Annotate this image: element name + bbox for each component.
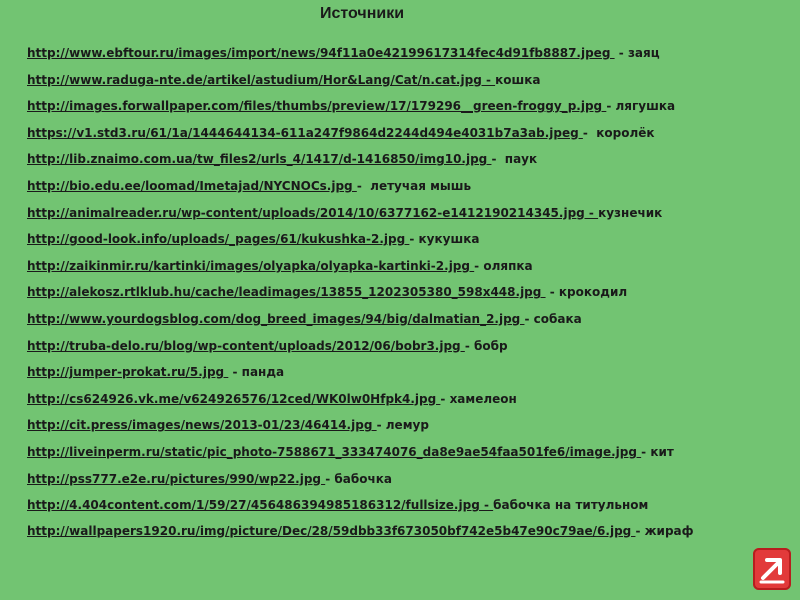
- separator: -: [491, 152, 505, 167]
- source-link[interactable]: https://v1.std3.ru/61/1a/1444644134-611a247f9864d2244d494e4031b7a3ab.jpeg: [27, 125, 583, 140]
- separator: -: [606, 99, 616, 114]
- separator: -: [545, 285, 559, 300]
- source-label: собака: [533, 311, 582, 326]
- separator: -: [635, 523, 645, 538]
- list-item: [27, 523, 747, 550]
- source-link[interactable]: http://wallpapers1920.ru/img/picture/Dec/28/59dbb33f673050bf742e5b47e90c79ae/6.jpg: [27, 523, 636, 538]
- source-link[interactable]: http://cs624926.vk.me/v624926576/12ced/WK0lw0Hfpk4.jpg: [27, 391, 441, 406]
- source-label: кошка: [495, 72, 541, 87]
- separator: -: [474, 258, 484, 273]
- source-label: лягушка: [615, 99, 676, 114]
- source-label: бобр: [474, 338, 508, 353]
- list-item: [27, 390, 797, 417]
- list-item: [27, 310, 797, 337]
- list-item: [27, 363, 797, 390]
- return-arrow-icon[interactable]: [753, 548, 791, 590]
- source-link[interactable]: http://www.yourdogsblog.com/dog_breed_images/94/big/dalmatian_2.jpg: [27, 311, 525, 326]
- source-label: кузнечик: [598, 205, 663, 220]
- separator: -: [614, 46, 628, 60]
- source-label: панда: [241, 365, 285, 380]
- separator: -: [524, 311, 534, 326]
- sources-list: [27, 44, 797, 549]
- list-item: [27, 71, 797, 98]
- separator: -: [464, 338, 474, 353]
- source-label: хамелеон: [449, 391, 517, 406]
- source-link[interactable]: http://good-look.info/uploads/_pages/61/kukushka-2.jpg: [27, 232, 410, 247]
- source-link[interactable]: http://alekosz.rtlklub.hu/cache/leadimages/13855_1202305380_598x448.jpg: [27, 285, 546, 300]
- source-label: крокодил: [558, 285, 628, 300]
- source-label: кукушка: [418, 232, 480, 247]
- source-label: летучая мышь: [370, 178, 472, 193]
- source-label: королёк: [596, 125, 655, 140]
- list-item: [27, 230, 797, 257]
- list-item: [27, 97, 797, 124]
- source-link[interactable]: http://liveinperm.ru/static/pic_photo-7588671_333474076_da8e9ae54faa501fe6/image.jpg: [27, 444, 642, 459]
- source-link[interactable]: http://www.raduga-nte.de/artikel/astudium/Hor&Lang/Cat/n.cat.jpg -: [27, 72, 496, 87]
- list-item: [27, 204, 797, 231]
- list-item: [27, 177, 797, 204]
- source-label: кит: [650, 444, 674, 459]
- page-title: Источники: [320, 5, 405, 22]
- source-link[interactable]: http://images.forwallpaper.com/files/thumbs/preview/17/179296__green-froggy_p.jpg: [27, 99, 607, 114]
- list-item: [27, 283, 797, 310]
- source-link[interactable]: http://jumper-prokat.ru/5.jpg: [27, 365, 229, 380]
- list-item: [27, 496, 797, 523]
- separator: -: [376, 418, 386, 433]
- separator: -: [641, 444, 651, 459]
- source-label: паук: [504, 152, 538, 167]
- source-link[interactable]: http://lib.znaimo.com.ua/tw_files2/urls_4/1417/d-1416850/img10.jpg: [27, 152, 492, 167]
- source-link[interactable]: http://zaikinmir.ru/kartinki/images/olyapka/olyapka-kartinki-2.jpg: [27, 258, 475, 273]
- source-link[interactable]: http://4.404content.com/1/59/27/456486394985186312/fullsize.jpg -: [27, 498, 494, 513]
- source-label: жираф: [644, 523, 694, 538]
- separator: -: [440, 391, 450, 406]
- list-item: [27, 44, 797, 71]
- source-link[interactable]: http://truba-delo.ru/blog/wp-content/uploads/2012/06/bobr3.jpg: [27, 338, 465, 353]
- source-label: лемур: [385, 418, 429, 433]
- source-link[interactable]: http://cit.press/images/news/2013-01/23/46414.jpg: [27, 418, 377, 433]
- list-item: [27, 337, 797, 364]
- list-item: [27, 124, 797, 151]
- source-link[interactable]: http://animalreader.ru/wp-content/uploads/2014/10/6377162-e1412190214345.jpg -: [27, 205, 599, 220]
- source-link[interactable]: http://www.ebftour.ru/images/import/news/94f11a0e42199617314fec4d91fb8887.jpeg: [27, 46, 615, 60]
- list-item: [27, 416, 797, 443]
- list-item: [27, 150, 797, 177]
- separator: -: [325, 471, 335, 486]
- separator: -: [356, 178, 371, 193]
- separator: -: [409, 232, 419, 247]
- source-label: бабочка на титульном: [493, 498, 649, 513]
- source-link[interactable]: http://pss777.e2e.ru/pictures/990/wp22.jpg: [27, 471, 326, 486]
- source-link[interactable]: http://bio.edu.ee/loomad/Imetajad/NYCNOCs.jpg: [27, 178, 357, 193]
- list-item: [27, 257, 797, 284]
- list-item: [27, 443, 797, 470]
- source-label: оляпка: [483, 258, 533, 273]
- separator: -: [228, 365, 242, 380]
- list-item: [27, 470, 797, 497]
- source-label: заяц: [627, 46, 660, 60]
- separator: -: [582, 125, 597, 140]
- source-label: бабочка: [334, 471, 392, 486]
